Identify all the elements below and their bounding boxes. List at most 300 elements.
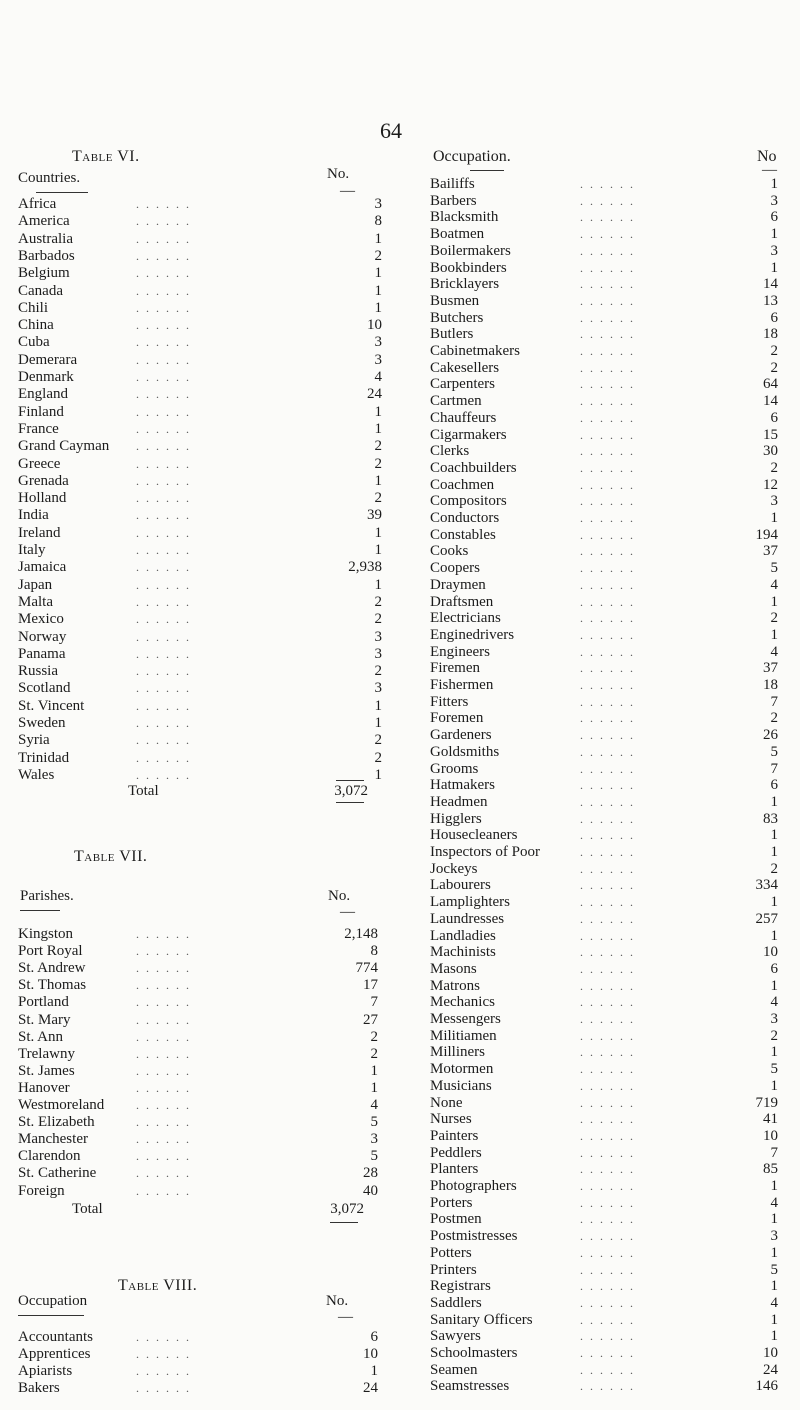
occupation-row-value: 83 — [763, 810, 778, 827]
table6-row-label: Australia — [18, 230, 73, 247]
table6-no-header: No. — [327, 166, 350, 182]
table6-row — [18, 559, 382, 576]
occupation-row-label: Cooks — [430, 543, 469, 560]
leader-dots: . . . . . . — [136, 560, 191, 575]
occupation-row — [430, 610, 780, 627]
occupation-row-label: Postmistresses — [430, 1228, 518, 1245]
occupation-no-dash: — — [762, 162, 777, 178]
occupation-row — [430, 427, 780, 444]
occupation-row-value: 7 — [770, 1144, 778, 1161]
occupation-row — [430, 543, 780, 560]
occupation-row-label: Milliners — [430, 1044, 485, 1061]
leader-dots: . . . . . . — [136, 335, 191, 350]
table6-row-label: Panama — [18, 645, 66, 662]
occupation-row-label: Electricians — [430, 610, 501, 627]
leader-dots: . . . . . . — [580, 310, 635, 325]
leader-dots: . . . . . . — [136, 1029, 191, 1044]
table7-row — [18, 977, 378, 994]
leader-dots: . . . . . . — [580, 878, 635, 893]
table7-row — [18, 1079, 378, 1097]
table7-row-label: Port Royal — [18, 943, 83, 960]
table6-row — [18, 196, 382, 213]
leader-dots: . . . . . . — [580, 477, 635, 492]
occupation-row — [430, 443, 780, 460]
leader-dots: . . . . . . — [136, 456, 191, 471]
occupation-row-label: Butchers — [430, 309, 484, 326]
table6-row-label: Syria — [18, 732, 50, 749]
leader-dots: . . . . . . — [580, 293, 635, 308]
table6-row-value: 3 — [374, 334, 382, 351]
occupation-row — [430, 1061, 780, 1078]
table6-row-value: 1 — [374, 230, 382, 247]
table7-row-value: 27 — [363, 1011, 378, 1028]
occupation-row — [430, 994, 780, 1011]
leader-dots: . . . . . . — [136, 214, 191, 229]
table6-row — [18, 697, 382, 715]
table7-row — [18, 994, 378, 1011]
table8-row-label: Apprentices — [18, 1346, 91, 1362]
leader-dots: . . . . . . — [136, 612, 191, 627]
occupation-row-value: 18 — [763, 326, 778, 343]
occupation-header: Occupation. — [433, 148, 511, 165]
occupation-row-value: 1 — [770, 226, 778, 243]
occupation-row-value: 1 — [770, 977, 778, 994]
leader-dots: . . . . . . — [580, 828, 635, 843]
occupation-row-value: 1 — [770, 1077, 778, 1094]
leader-dots: . . . . . . — [580, 961, 635, 976]
leader-dots: . . . . . . — [580, 1145, 635, 1160]
occupation-row-label: Headmen — [430, 793, 488, 810]
occupation-row-value: 1 — [770, 793, 778, 810]
table6-row — [18, 369, 382, 386]
leader-dots: . . . . . . — [580, 794, 635, 809]
table7-row-value: 1 — [370, 1062, 378, 1079]
occupation-row-label: Cabinetmakers — [430, 343, 520, 359]
occupation-row-value: 2 — [770, 343, 778, 359]
table6-row-value: 1 — [374, 766, 382, 783]
occupation-row — [430, 594, 780, 611]
table6-row-label: Canada — [18, 282, 63, 299]
occupation-row-label: Printers — [430, 1261, 477, 1278]
leader-dots: . . . . . . — [580, 227, 635, 242]
leader-dots: . . . . . . — [580, 1179, 635, 1193]
table6-row-label: Holland — [18, 490, 67, 507]
table7-row-label: Hanover — [18, 1079, 70, 1096]
leader-dots: . . . . . . — [580, 911, 635, 926]
leader-dots: . . . . . . — [136, 1046, 191, 1061]
occupation-row — [430, 761, 780, 778]
page-number: 64 — [380, 118, 402, 143]
table7-row-label: Clarendon — [18, 1148, 81, 1165]
table7-no-dash: — — [340, 904, 355, 920]
occupation-row-label: Coopers — [430, 560, 480, 577]
table6-row — [18, 645, 382, 663]
occupation-row-label: Chauffeurs — [430, 409, 497, 426]
occupation-row-label: Seamstresses — [430, 1378, 510, 1395]
leader-dots: . . . . . . — [136, 318, 191, 333]
table6-row — [18, 334, 382, 351]
table6-row — [18, 403, 382, 421]
occupation-row-value: 1 — [770, 510, 778, 526]
occupation-row-value: 1 — [770, 593, 778, 610]
occupation-row — [430, 894, 780, 911]
table8-row-value: 24 — [363, 1380, 378, 1396]
occupation-row — [430, 961, 780, 978]
leader-dots: . . . . . . — [580, 460, 635, 475]
table7-row-label: St. Elizabeth — [18, 1114, 95, 1131]
leader-dots: . . . . . . — [136, 370, 191, 384]
table6-bottom-rule — [336, 802, 364, 803]
table7-row-value: 2 — [370, 1028, 378, 1045]
leader-dots: . . . . . . — [580, 861, 635, 876]
occupation-row — [430, 844, 780, 861]
table6-row-label: Africa — [18, 196, 57, 212]
occupation-row-value: 1 — [770, 1244, 778, 1261]
table6-row — [18, 317, 382, 334]
occupation-row — [430, 510, 780, 527]
occupation-row-label: Sanitary Officers — [430, 1311, 533, 1328]
table6-row — [18, 386, 382, 403]
leader-dots: . . . . . . — [580, 1195, 635, 1210]
leader-dots: . . . . . . — [580, 410, 635, 425]
leader-dots: . . . . . . — [136, 231, 191, 246]
table7-no-header: No. — [328, 888, 351, 904]
leader-dots: . . . . . . — [580, 1062, 635, 1077]
leader-dots: . . . . . . — [136, 978, 191, 993]
occupation-row — [430, 978, 780, 995]
table6-row-label: Malta — [18, 593, 53, 610]
leader-dots: . . . . . . — [136, 1115, 191, 1130]
occupation-row-label: Fitters — [430, 693, 469, 710]
table6-row-label: England — [18, 386, 68, 403]
table7-row-label: Foreign — [18, 1182, 65, 1199]
occupation-row-label: Coachmen — [430, 476, 495, 493]
occupation-row-label: Goldsmiths — [430, 743, 500, 760]
table7-row-value: 2,148 — [344, 926, 378, 942]
occupation-row-value: 6 — [770, 309, 778, 326]
table7-row — [18, 1097, 378, 1114]
occupation-row-label: Saddlers — [430, 1294, 482, 1311]
leader-dots: . . . . . . — [136, 508, 191, 523]
occupation-row — [430, 928, 780, 945]
leader-dots: . . . . . . — [136, 352, 191, 367]
table8-row-label: Accountants — [18, 1329, 93, 1345]
leader-dots: . . . . . . — [580, 1379, 635, 1394]
leader-dots: . . . . . . — [136, 439, 191, 454]
leader-dots: . . . . . . — [580, 1362, 635, 1377]
occupation-row-value: 4 — [770, 1294, 778, 1311]
table8-row — [18, 1346, 378, 1363]
occupation-row-value: 5 — [770, 743, 778, 760]
table6-row-label: Wales — [18, 766, 55, 783]
leader-dots: . . . . . . — [136, 927, 191, 941]
occupation-row-value: 2 — [770, 610, 778, 627]
occupation-row-value: 1 — [770, 827, 778, 844]
table6-row-value: 4 — [374, 369, 382, 385]
occupation-row-value: 1 — [770, 176, 778, 192]
table6-row-label: America — [18, 213, 70, 230]
leader-dots: . . . . . . — [580, 711, 635, 726]
occupation-row-value: 4 — [770, 1194, 778, 1211]
occupation-row — [430, 393, 780, 410]
leader-dots: . . . . . . — [136, 1347, 191, 1361]
table6-no-dash: — — [340, 183, 355, 199]
occupation-row — [430, 1345, 780, 1362]
occupation-row — [430, 1044, 780, 1061]
leader-dots: . . . . . . — [580, 1045, 635, 1060]
leader-dots: . . . . . . — [580, 360, 635, 375]
occupation-row-value: 1 — [770, 1328, 778, 1345]
leader-dots: . . . . . . — [580, 761, 635, 776]
table7-row-value: 40 — [363, 1182, 378, 1199]
occupation-row-value: 1 — [770, 1044, 778, 1061]
occupation-row — [430, 276, 780, 293]
leader-dots: . . . . . . — [580, 694, 635, 709]
table6-row — [18, 766, 382, 784]
occupation-row-label: Painters — [430, 1127, 479, 1144]
leader-dots: . . . . . . — [136, 1012, 191, 1027]
leader-dots: . . . . . . — [580, 627, 635, 642]
occupation-row-label: Labourers — [430, 877, 491, 894]
occupation-row — [430, 527, 780, 544]
leader-dots: . . . . . . — [136, 543, 191, 557]
table6-row — [18, 351, 382, 369]
leader-dots: . . . . . . — [136, 1149, 191, 1164]
occupation-row — [430, 660, 780, 677]
table6-row — [18, 663, 382, 680]
leader-dots: . . . . . . — [580, 577, 635, 592]
occupation-row-label: Firemen — [430, 660, 480, 677]
table6-row — [18, 507, 382, 524]
occupation-row-label: Schoolmasters — [430, 1345, 518, 1361]
leader-dots: . . . . . . — [580, 177, 635, 191]
leader-dots: . . . . . . — [580, 544, 635, 559]
table7-row-value: 7 — [370, 994, 378, 1011]
leader-dots: . . . . . . — [580, 1229, 635, 1244]
occupation-row-value: 18 — [763, 677, 778, 693]
leader-dots: . . . . . . — [580, 527, 635, 542]
leader-dots: . . . . . . — [136, 1080, 191, 1095]
occupation-row-value: 1 — [770, 844, 778, 860]
leader-dots: . . . . . . — [580, 1128, 635, 1143]
occupation-row-label: Hatmakers — [430, 777, 495, 794]
leader-dots: . . . . . . — [136, 248, 191, 263]
leader-dots: . . . . . . — [580, 1112, 635, 1127]
occupation-row-label: Planters — [430, 1161, 479, 1178]
leader-dots: . . . . . . — [136, 1183, 191, 1198]
occupation-row-label: Draftsmen — [430, 593, 494, 610]
occupation-row-value: 10 — [763, 1127, 778, 1144]
table6-row-label: Scotland — [18, 680, 71, 697]
leader-dots: . . . . . . — [136, 961, 191, 976]
occupation-row-value: 2 — [770, 1027, 778, 1044]
occupation-row-label: Gardeners — [430, 727, 492, 744]
occupation-row-label: Inspectors of Poor — [430, 844, 540, 860]
table6-row-value: 1 — [374, 576, 382, 593]
table7-row — [18, 1182, 378, 1200]
occupation-row — [430, 861, 780, 878]
leader-dots: . . . . . . — [580, 945, 635, 960]
occupation-row-value: 194 — [755, 526, 778, 543]
occupation-row-value: 1 — [770, 927, 778, 944]
leader-dots: . . . . . . — [136, 421, 191, 436]
occupation-row-value: 2 — [770, 359, 778, 376]
leader-dots: . . . . . . — [136, 266, 191, 281]
occupation-row — [430, 1078, 780, 1095]
occupation-row — [430, 1362, 780, 1379]
occupation-row-value: 2 — [770, 459, 778, 476]
occupation-row-label: Boatmen — [430, 226, 485, 243]
table7-row-label: Trelawny — [18, 1045, 75, 1062]
table6-row — [18, 490, 382, 507]
occupation-row-label: Messengers — [430, 1011, 501, 1027]
leader-dots: . . . . . . — [136, 473, 191, 488]
occupation-row-label: Engineers — [430, 643, 490, 660]
table6-row — [18, 420, 382, 438]
table7-row-value: 4 — [370, 1097, 378, 1113]
table7-parishes-header: Parishes. — [20, 888, 74, 904]
occupation-row — [430, 293, 780, 310]
occupation-row — [430, 310, 780, 327]
occupation-row-value: 5 — [770, 560, 778, 577]
occupation-row-label: Cigarmakers — [430, 426, 507, 443]
occupation-row-label: Potters — [430, 1244, 472, 1261]
table6-row-label: Russia — [18, 663, 59, 680]
table7-row-value: 17 — [363, 977, 378, 994]
occupation-row — [430, 644, 780, 661]
occupation-row-label: Musicians — [430, 1077, 492, 1094]
occupation-row-value: 7 — [770, 693, 778, 710]
table7-row-value: 28 — [363, 1165, 378, 1182]
table6-row-value: 1 — [374, 299, 382, 316]
occupation-row — [430, 326, 780, 343]
occupation-row — [430, 1195, 780, 1212]
table6-row-value: 2 — [374, 247, 382, 264]
table8-no-dash: — — [338, 1309, 353, 1325]
occupation-row — [430, 794, 780, 811]
occupation-row — [430, 360, 780, 377]
table6-row-value: 2 — [374, 455, 382, 472]
leader-dots: . . . . . . — [580, 1295, 635, 1310]
leader-dots: . . . . . . — [580, 1279, 635, 1294]
occupation-row-label: Registrars — [430, 1278, 491, 1295]
leader-dots: . . . . . . — [136, 1098, 191, 1112]
occupation-row-value: 3 — [770, 242, 778, 259]
occupation-row-label: Laundresses — [430, 910, 505, 927]
leader-dots: . . . . . . — [136, 767, 191, 782]
table6-row-value: 2 — [374, 593, 382, 610]
table6-row-value: 2 — [374, 663, 382, 680]
occupation-row-label: Carpenters — [430, 376, 495, 393]
occupation-row — [430, 811, 780, 828]
occupation-row-label: Draymen — [430, 576, 486, 593]
occupation-row-value: 3 — [770, 1228, 778, 1245]
occupation-row — [430, 710, 780, 727]
table7-row-label: Manchester — [18, 1131, 88, 1148]
leader-dots: . . . . . . — [136, 577, 191, 592]
occupation-row — [430, 1228, 780, 1245]
table6-row — [18, 576, 382, 594]
table7-row — [18, 1045, 378, 1063]
leader-dots: . . . . . . — [580, 1078, 635, 1093]
occupation-row-label: Grooms — [430, 760, 479, 777]
leader-dots: . . . . . . — [136, 995, 191, 1010]
table6-row — [18, 715, 382, 732]
table7-row-label: St. Andrew — [18, 960, 86, 977]
table6-row — [18, 247, 382, 265]
occupation-row — [430, 1128, 780, 1145]
table6-row-value: 3 — [374, 196, 382, 212]
table6-row-label: Chili — [18, 299, 49, 316]
leader-dots: . . . . . . — [580, 260, 635, 275]
occupation-row-value: 1 — [770, 1211, 778, 1228]
occupation-row — [430, 727, 780, 744]
leader-dots: . . . . . . — [580, 1312, 635, 1327]
leader-dots: . . . . . . — [580, 394, 635, 409]
table7-parishes-rule — [20, 910, 60, 911]
occupation-row — [430, 477, 780, 494]
table6-row-label: Barbados — [18, 247, 75, 264]
table7-row — [18, 1165, 378, 1182]
leader-dots: . . . . . . — [580, 895, 635, 910]
leader-dots: . . . . . . — [580, 561, 635, 576]
table6-row-value: 1 — [374, 403, 382, 420]
occupation-row-label: Photographers — [430, 1178, 517, 1194]
table8-title: Table VIII. — [118, 1277, 198, 1294]
table7-row — [18, 1148, 378, 1165]
leader-dots: . . . . . . — [580, 661, 635, 676]
occupation-row-label: Lamplighters — [430, 894, 510, 911]
leader-dots: . . . . . . — [580, 978, 635, 993]
occupation-row — [430, 176, 780, 193]
leader-dots: . . . . . . — [580, 1262, 635, 1277]
table7-row-value: 5 — [370, 1148, 378, 1165]
leader-dots: . . . . . . — [136, 525, 191, 540]
table6-row-label: Trinidad — [18, 749, 70, 766]
occupation-row-label: Foremen — [430, 710, 484, 727]
leader-dots: . . . . . . — [136, 750, 191, 765]
table6-row — [18, 265, 382, 282]
occupation-row-value: 2 — [770, 710, 778, 727]
table6-row — [18, 455, 382, 473]
occupation-row — [430, 209, 780, 226]
occupation-row-value: 6 — [770, 777, 778, 794]
leader-dots: . . . . . . — [136, 1132, 191, 1147]
table6-row-value: 1 — [374, 542, 382, 558]
table7-row-value: 3 — [370, 1131, 378, 1148]
table6-row — [18, 524, 382, 542]
table6-row-label: Sweden — [18, 715, 66, 731]
occupation-row — [430, 193, 780, 210]
table6-row — [18, 611, 382, 628]
occupation-row-value: 6 — [770, 409, 778, 426]
occupation-row-label: None — [430, 1094, 463, 1111]
table6-row-label: China — [18, 317, 54, 334]
occupation-row-label: Busmen — [430, 292, 480, 309]
table6-row-value: 10 — [367, 317, 382, 334]
table7-row-label: St. James — [18, 1062, 75, 1079]
occupation-row-value: 15 — [763, 426, 778, 443]
occupation-row-value: 41 — [763, 1111, 778, 1128]
table7-row — [18, 960, 378, 977]
occupation-row — [430, 577, 780, 594]
occupation-row-value: 6 — [770, 209, 778, 226]
occupation-row-label: Bailiffs — [430, 176, 475, 192]
table7-row — [18, 926, 378, 943]
occupation-row-label: Peddlers — [430, 1144, 482, 1161]
leader-dots: . . . . . . — [136, 387, 191, 402]
occupation-row-label: Landladies — [430, 927, 496, 944]
